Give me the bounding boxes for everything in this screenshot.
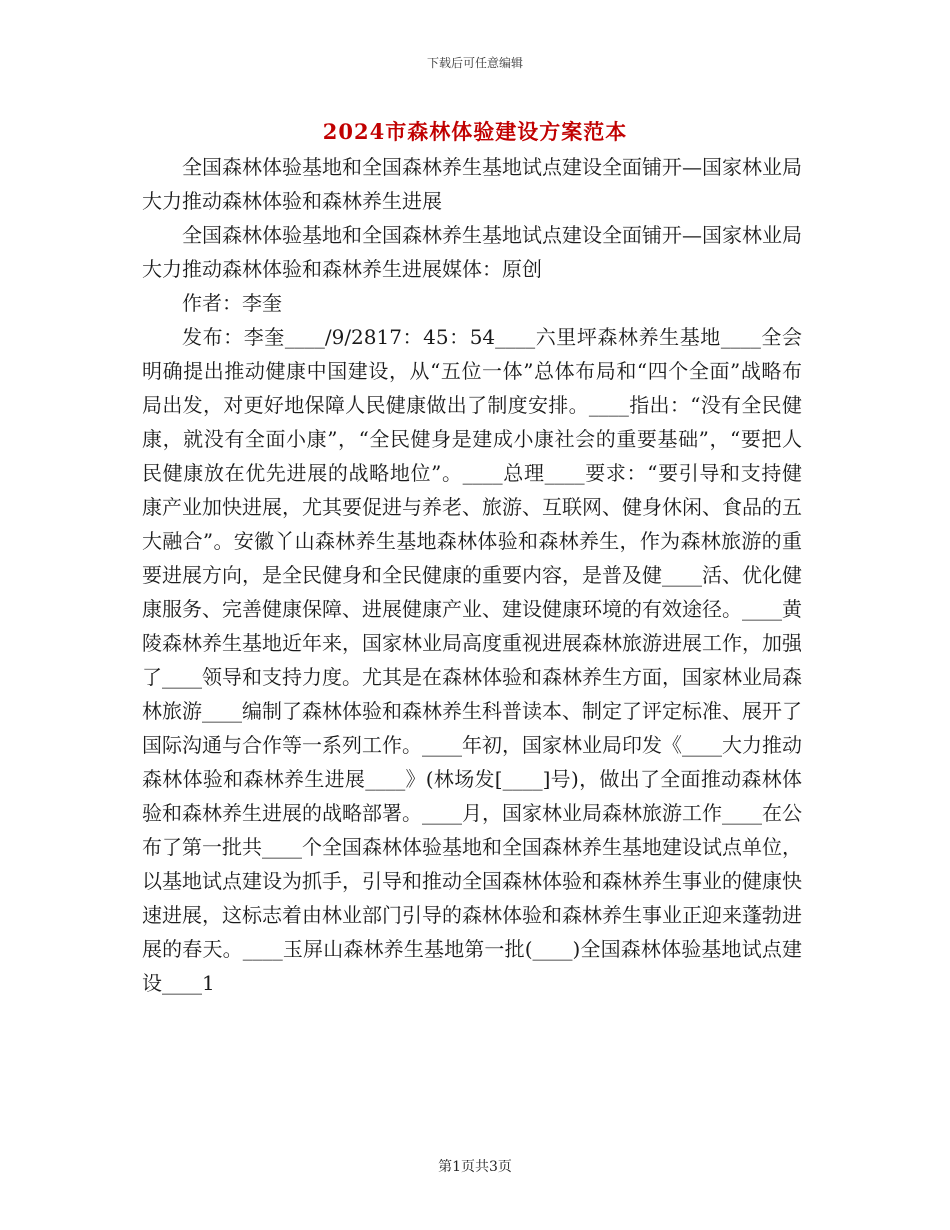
page-number: 第1页共3页	[438, 1159, 512, 1175]
document-title: 2024市森林体验建设方案范本	[322, 119, 628, 144]
header-note: 下载后可任意编辑	[426, 56, 523, 70]
paragraph-author: 作者：李奎	[182, 291, 282, 315]
paragraph-1: 全国森林体验基地和全国森林养生基地试点建设全面铺开—国家林业局大力推动森林体验和森林养生进展	[142, 155, 802, 213]
document-body	[142, 150, 802, 1000]
paragraph-main: 发布：李奎____/9/2817：45：54____六里坪森林养生基地____全会明确提出推动健康中国建设，从“五位一体”总体布局和“四个全面”战略布局出发，对更好地保障人民健康做出了制度安排。____指出：“没有全民健康，就没有全面小康”，“全民健身是建成小康社会的重要基础”，“要把人民健康放在优先进展的战略地位”。____总理____要求：“要引导和支持健康产业加快进展，尤其要促进与养老、旅游、互联网、健身休闲、食品的五大融合”。安徽丫山森林养生基地森林体验和森林养生，作为森林旅游的重要进展方向，是全民健身和全民健康的重要内容，是普及健____活、优化健康服务、完善健康保障、进展健康产业、建设健康环境的有效途径。____黄陵森林养生基地近年来，国家林业局高度重视进展森林旅游进展工作，加强了____领导和支持力度。尤其是在森林体验和森林养生方面，国家林业局森林旅游____编制了森林体验和森林养生科普读本、制定了评定标准、展开了国际沟通与合作等一系列工作。____年初，国家林业局印发《____大力推动森林体验和森林养生进展____》(林场发[____]号)，做出了全面推动森林体验和森林养生进展的战略部署。____月，国家林业局森林旅游工作____在公布了第一批共____个全国森林体验基地和全国森林养生基地建设试点单位，以基地试点建设为抓手，引导和推动全国森林体验和森林养生事业的健康快速进展，这标志着由林业部门引导的森林体验和森林养生事业正迎来蓬勃进展的春天。____玉屏山森林养生基地第一批(____)全国森林体验基地试点建设____1	[142, 325, 802, 995]
paragraph-2: 全国森林体验基地和全国森林养生基地试点建设全面铺开—国家林业局大力推动森林体验和森林养生进展媒体：原创	[142, 223, 802, 281]
